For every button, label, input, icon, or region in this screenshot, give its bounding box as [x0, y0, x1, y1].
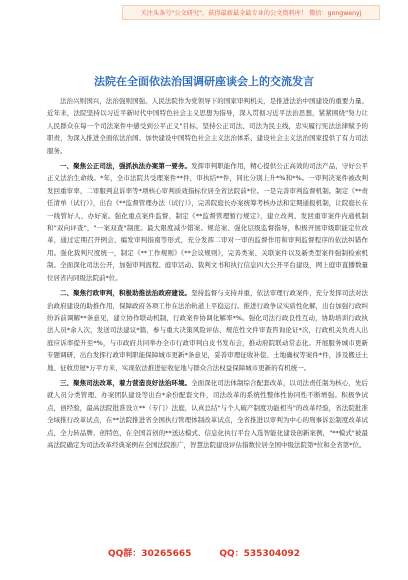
- document-title: 法院在全面依法治国调研座谈会上的交流发言: [94, 75, 314, 88]
- paragraph-text: 坚持监督与支持并重，依法审理行政案件，充分发挥司法对法治政府建设的助推作用，保障政府各项工作在法治轨道上平稳运行。推进行政争议实质性化解，出台加强行政纠纷诉前调解**条意见，建立协作联动机制，行政案件协调化解率*%。强化司法行政良性互动，协助培训行政执法人员*余人次，发送司法建议*篇，参与重大决策风险评估、规范性文件审查咨询论证*次，行政机关负责人出庭应诉率提升至*%，与市政府共同举办全市行政审判白皮书发布会，推动府院联动常态化。开展服务城市更新专题调研，出台发挥行政审判职能保障城市更新*条意见，妥善审理征收补偿、土地确权等案件*件，涉及搬迁土地、征收房屋*万平方米，实现依法推进征收征地与群众合法权益保障城市更新的有机统一。: [47, 289, 369, 372]
- promo-banner-text: 关注头条号"公文研究"，获得最新最全最专业的公文资料库！ 微信：gongwenyj: [140, 10, 362, 17]
- document-body: [47, 95, 368, 454]
- section-2-paragraph: [47, 287, 368, 374]
- contact-footer: [0, 546, 408, 559]
- qq-group-text: QQ群：30265665: [107, 549, 192, 559]
- section-heading: 三、聚焦司法改革，着力营造良好法治环境。: [60, 378, 192, 387]
- section-3-paragraph: [47, 377, 368, 451]
- section-heading: 二、聚焦行政审判，积极助推法治政府建设。: [60, 289, 192, 298]
- qq-contact-text: QQ：535304092: [219, 549, 301, 559]
- section-1-paragraph: [47, 160, 368, 284]
- paragraph-text: 全面深化司法体制综合配套改革，以司法责任制为核心，先后就人员分类管理、办案团队建设等出台*余份配套文件，司法改革的系统性整体性协同性不断增强。积极争试点，创经验，最高法院批准设立**（专门）法庭，认真总结"与个人破产制度功能相当"的改革经验，省法院批准全域推行改革试点，在**法院推进省全国执行管理体制改革试点，全省推进以审判为中心的刑事诉讼制度改革试点，全力转品牌，创特色，在全国首创的**送达模式、信息化执行平台入选智能化建设创新案例，"**模式"被最高法院确定为司法改革经典案例在全国法院推广，智慧法院建设评估指数位居全国中级法院第*位和全省第*位。: [47, 378, 369, 449]
- section-heading: 一、聚焦公正司法，强抓执法办案第一要务。: [60, 162, 192, 171]
- intro-paragraph: [47, 95, 368, 157]
- paragraph-text: 法治兴则国兴，法治强则国强。人民法院作为党领导下的国家审判机关，是推进法治中国建设的重要力量。近年来，法院坚持以习近平新时代中国特色社会主义思想为指导，深入贯彻习近平法治思想，紧紧围绕"努力让人民群众在每一个司法案件中感受到公平正义"目标，坚持公正司法、司法为民主线，忠实履行宪法法律赋予的职责，为深入推进全面依法治国、加快建设中国特色社会主义法治体系、建设社会主义法治国家提供了有力司法服务。: [47, 97, 368, 155]
- paragraph-text: 发挥审判职能作用，精心提供公正高效的司法产品，守好公平正义法治生命线。*年，全市法院共受理案件**件，审执结**件，同比分别上升*%和*%。一审判决案件被改判发回重审率、二审服判息诉率等*项核心审判质效指标位居全省法院前*位。一是完善审判监督机制。制定《**责任清单（试行）》，出台《**监督管理办法（试行）》，完善院庭长办案统筹考核办法和定期通报机制，让院庭长在一线管好人、办好案。强化重点案件监督，制定《**监督管理暂行规定》，建立改判、发回重审案件内通机制和"双向评查"，"一案双查"制度。最大限度减少错案。规范案、强化层级监督指导，积极开展审级职能定位改革，通过定期召开例会、编发审判指南等形式，充分发挥二审对一审的监督作用和审判监督程序的依法纠错作用。强化裁判尺度统一，制定《**工作规则》《**会议规则》，完善类案、关联案件以及新类型案件强制检索机制。全面深化司法公开，加强审判流程、庭审活动、裁判文书和执行信息四大公开平台建设，网上庭审直播数量位居省内同级法院前*位。: [47, 162, 369, 282]
- promo-banner: [122, 5, 380, 20]
